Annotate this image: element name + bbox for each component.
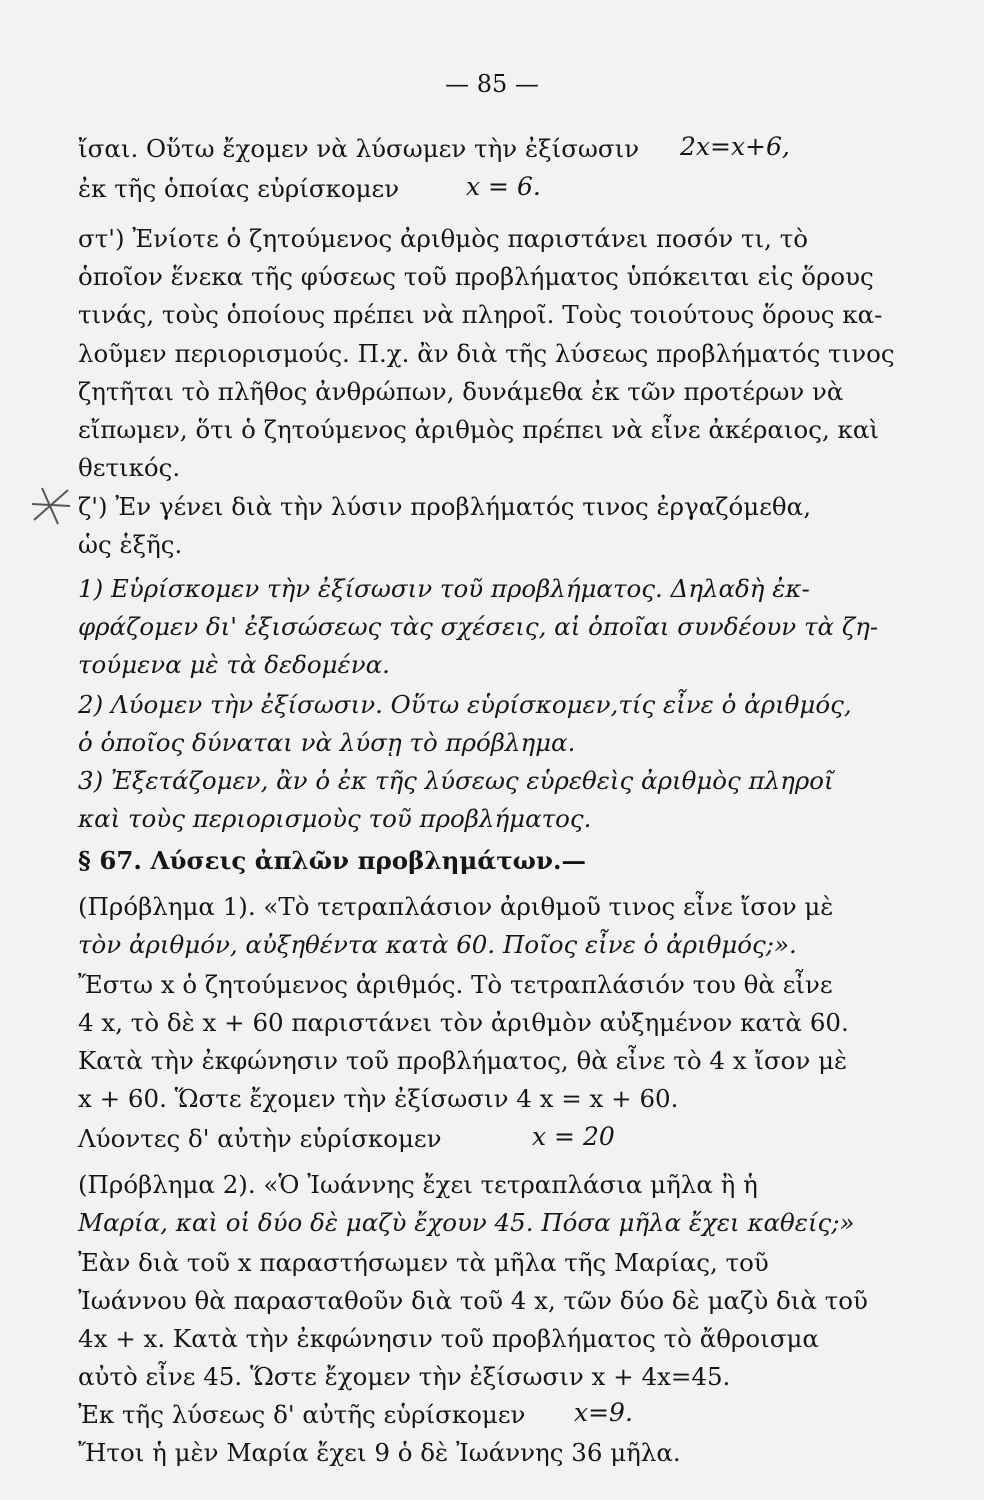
text-line: θετικός. bbox=[78, 453, 181, 482]
text-line: 1) Εὑρίσκομεν τὴν ἐξίσωσιν τοῦ προβλήματος. Δηλαδὴ ἐκ- bbox=[78, 574, 810, 603]
text-line: αὐτὸ εἶνε 45. Ὥστε ἔχομεν τὴν ἐξίσωσιν x + 4x=45. bbox=[78, 1362, 731, 1391]
text-line: Μαρία, καὶ οἱ δύο δὲ μαζὺ ἔχουν 45. Πόσα μῆλα ἔχει καθείς;» bbox=[78, 1208, 855, 1237]
text-line: στ') Ἐνίοτε ὁ ζητούμενος ἀριθμὸς παριστάνει ποσόν τι, τὸ bbox=[78, 224, 808, 253]
text-line: φράζομεν δι' ἐξισώσεως τὰς σχέσεις, αἱ ὁποῖαι συνδέουν τὰ ζη- bbox=[78, 612, 879, 641]
text-line: ὁποῖον ἕνεκα τῆς φύσεως τοῦ προβλήματος ὑπόκειται εἰς ὅρους bbox=[78, 262, 874, 291]
equation: 2x=x+6, bbox=[680, 132, 790, 161]
text-line: τινάς, τοὺς ὁποίους πρέπει νὰ πληροῖ. Τοὺς τοιούτους ὅρους κα- bbox=[78, 300, 883, 329]
text-line: Ἔστω x ὁ ζητούμενος ἀριθμός. Τὸ τετραπλάσιόν του θὰ εἶνε bbox=[78, 970, 833, 999]
text-line: εἴπωμεν, ὅτι ὁ ζητούμενος ἀριθμὸς πρέπει νὰ εἶνε ἀκέραιος, καὶ bbox=[78, 415, 880, 444]
text-line: 4 x, τὸ δὲ x + 60 παριστάνει τὸν ἀριθμὸν αὐξημένον κατὰ 60. bbox=[78, 1008, 849, 1037]
text-line: ζ') Ἐν γένει διὰ τὴν λύσιν προβλήματός τινος ἐργαζόμεθα, bbox=[78, 492, 811, 521]
text-line: 2) Λύομεν τὴν ἐξίσωσιν. Οὕτω εὑρίσκομεν,τίς εἶνε ὁ ἀριθμός, bbox=[78, 690, 852, 719]
text-line: Ἐὰν διὰ τοῦ x παραστήσωμεν τὰ μῆλα τῆς Μαρίας, τοῦ bbox=[78, 1248, 769, 1277]
text-line: λοῦμεν περιορισμούς. Π.χ. ἂν διὰ τῆς λύσεως προβλήματός τινος bbox=[78, 339, 895, 368]
text-line: (Πρόβλημα 2). «Ὁ Ἰωάννης ἔχει τετραπλάσια μῆλα ἢ ἡ bbox=[78, 1170, 758, 1199]
section-heading: § 67. Λύσεις ἀπλῶν προβλημάτων.— bbox=[78, 846, 587, 875]
text-line: (Πρόβλημα 1). «Τὸ τετραπλάσιον ἀριθμοῦ τινος εἶνε ἴσον μὲ bbox=[78, 892, 834, 921]
text-line: x + 60. Ὥστε ἔχομεν τὴν ἐξίσωσιν 4 x = x + 60. bbox=[78, 1084, 679, 1113]
text-line: καὶ τοὺς περιορισμοὺς τοῦ προβλήματος. bbox=[78, 804, 592, 833]
text-line: 4x + x. Κατὰ τὴν ἐκφώνησιν τοῦ προβλήματος τὸ ἄθροισμα bbox=[78, 1324, 819, 1353]
text-line: ἐκ τῆς ὁποίας εὑρίσκομεν bbox=[78, 174, 400, 203]
text-line: ζητῆται τὸ πλῆθος ἀνθρώπων, δυνάμεθα ἐκ τῶν προτέρων νὰ bbox=[78, 377, 844, 406]
pencil-asterisk-mark bbox=[28, 482, 74, 528]
text-line: 3) Ἐξετάζομεν, ἂν ὁ ἐκ τῆς λύσεως εὑρεθεὶς ἀριθμὸς πληροῖ bbox=[78, 766, 834, 795]
text-line: Ἐκ τῆς λύσεως δ' αὐτῆς εὑρίσκομεν bbox=[78, 1400, 526, 1429]
text-line: Κατὰ τὴν ἐκφώνησιν τοῦ προβλήματος, θὰ εἶνε τὸ 4 x ἴσον μὲ bbox=[78, 1046, 848, 1075]
text-line: ὁ ὁποῖος δύναται νὰ λύσῃ τὸ πρόβλημα. bbox=[78, 728, 576, 757]
text-line: ἴσαι. Οὕτω ἔχομεν νὰ λύσωμεν τὴν ἐξίσωσιν bbox=[78, 134, 640, 163]
text-line: Ἤτοι ἡ μὲν Μαρία ἔχει 9 ὁ δὲ Ἰωάννης 36 μῆλα. bbox=[78, 1438, 681, 1467]
text-line: Λύοντες δ' αὐτὴν εὑρίσκομεν bbox=[78, 1124, 442, 1153]
text-line: τὸν ἀριθμόν, αὐξηθέντα κατὰ 60. Ποῖος εἶνε ὁ ἀριθμός;». bbox=[78, 930, 797, 959]
equation: x=9. bbox=[574, 1398, 633, 1427]
equation: x = 6. bbox=[466, 172, 541, 201]
page-number: — 85 — bbox=[445, 70, 539, 98]
equation: x = 20 bbox=[532, 1122, 615, 1151]
text-line: τούμενα μὲ τὰ δεδομένα. bbox=[78, 650, 390, 679]
text-line: ὡς ἑξῆς. bbox=[78, 530, 183, 559]
text-line: Ἰωάννου θὰ παρασταθοῦν διὰ τοῦ 4 x, τῶν δύο δὲ μαζὺ διὰ τοῦ bbox=[78, 1286, 868, 1315]
